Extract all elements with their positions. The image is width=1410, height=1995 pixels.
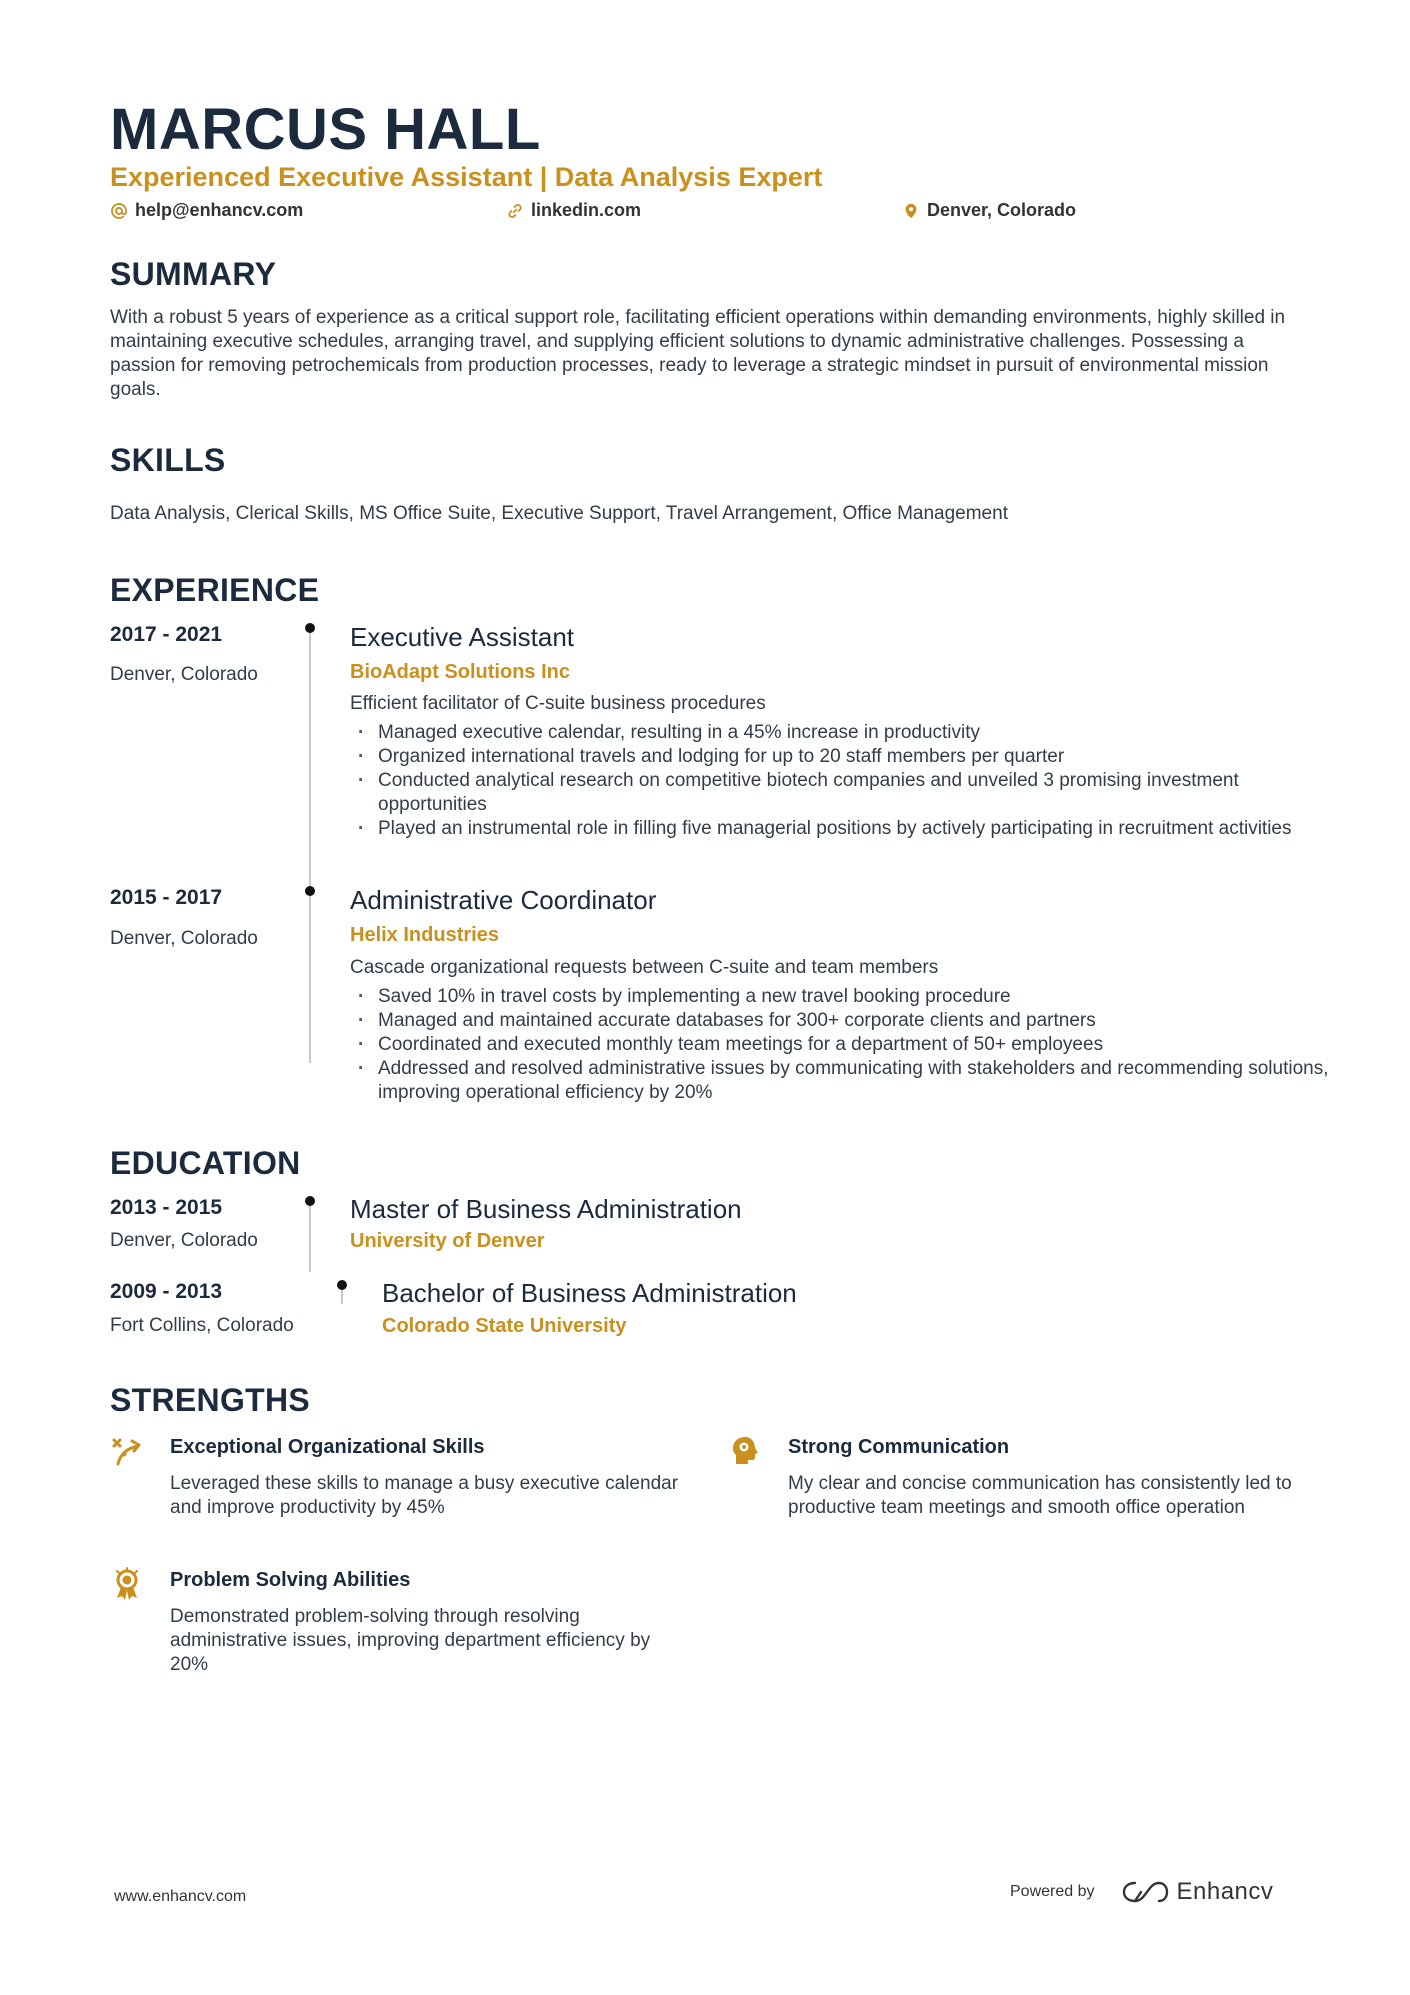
strength-title: Exceptional Organizational Skills <box>170 1436 485 1458</box>
education-location: Fort Collins, Colorado <box>110 1315 294 1336</box>
timeline-dot <box>305 1196 315 1206</box>
map-pin-icon <box>902 202 920 220</box>
summary-text: With a robust 5 years of experience as a critical support role, facilitating efficient operations within demanding environments, highly skilled in maintaining executive schedules, arranging travel, and supplying efficient solutions to dynamic administrative challenges. Possessing a passion for removing petrochemicals from production processes, ready to leverage a strategic mindset in pursuit of environmental mission goals. <box>110 307 1286 400</box>
skills-heading: SKILLS <box>110 442 226 478</box>
location-text: Denver, Colorado <box>927 200 1077 220</box>
experience-heading: EXPERIENCE <box>110 572 320 608</box>
experience-role: Executive Assistant <box>350 622 574 652</box>
enhancv-logo-icon <box>1121 1879 1169 1905</box>
bullet-item: · Managed and maintained accurate databases for 300+ corporate clients and partners <box>350 1009 1350 1033</box>
bullet-item: · Organized international travels and lodging for up to 20 staff members per quarter <box>350 745 1350 769</box>
bullet-item: · Coordinated and executed monthly team meetings for a department of 50+ employees <box>350 1033 1350 1057</box>
award-icon <box>110 1567 144 1601</box>
experience-company: BioAdapt Solutions Inc <box>350 661 570 683</box>
strength-text: Demonstrated problem-solving through resolving administrative issues, improving department efficiency by 20% <box>170 1606 651 1675</box>
education-dates: 2009 - 2013 <box>110 1280 223 1303</box>
education-location: Denver, Colorado <box>110 1230 258 1251</box>
experience-description: Cascade organizational requests between C-suite and team members <box>350 957 939 978</box>
education-school: Colorado State University <box>382 1315 627 1337</box>
link-icon <box>506 202 524 220</box>
footer-website[interactable]: www.enhancv.com <box>114 1888 247 1905</box>
timeline-dot <box>305 886 315 896</box>
education-degree: Bachelor of Business Administration <box>382 1278 797 1308</box>
education-heading: EDUCATION <box>110 1145 301 1181</box>
candidate-name: MARCUS HALL <box>110 97 541 162</box>
contact-location <box>902 200 1076 221</box>
strength-title: Problem Solving Abilities <box>170 1569 411 1591</box>
education-timeline-line <box>309 1200 311 1272</box>
skills-text: Data Analysis, Clerical Skills, MS Office Suite, Executive Support, Travel Arrangement, Office Management <box>110 503 1008 524</box>
footer-powered-by <box>1010 1878 1273 1906</box>
summary-heading: SUMMARY <box>110 256 277 292</box>
education-dates: 2013 - 2015 <box>110 1196 223 1219</box>
bullet-item: · Conducted analytical research on competitive biotech companies and unveiled 3 promising investment opportunities <box>350 769 1350 817</box>
education-degree: Master of Business Administration <box>350 1194 742 1224</box>
timeline-dot <box>305 623 315 633</box>
experience-bullets <box>350 985 1350 1105</box>
timeline-dot <box>337 1280 347 1290</box>
strengths-heading: STRENGTHS <box>110 1382 311 1418</box>
linkedin-text: linkedin.com <box>531 200 642 220</box>
strength-text: My clear and concise communication has consistently led to productive team meetings and smooth office operation <box>788 1473 1292 1518</box>
experience-role: Administrative Coordinator <box>350 885 657 915</box>
experience-dates: 2017 - 2021 <box>110 623 223 646</box>
bullet-item: · Managed executive calendar, resulting in a 45% increase in productivity <box>350 721 1350 745</box>
education-school: University of Denver <box>350 1230 545 1252</box>
head-brain-icon <box>728 1434 762 1468</box>
bullet-item: · Played an instrumental role in filling five managerial positions by actively participating in recruitment activities <box>350 817 1350 841</box>
strength-title: Strong Communication <box>788 1436 1010 1458</box>
bullet-item: · Saved 10% in travel costs by implementing a new travel booking procedure <box>350 985 1350 1009</box>
bullet-item: · Addressed and resolved administrative issues by communicating with stakeholders and recommending solutions, improving operational efficiency by 20% <box>350 1057 1350 1105</box>
powered-by-label: Powered by <box>1010 1883 1095 1900</box>
at-sign-icon <box>110 202 128 220</box>
experience-company: Helix Industries <box>350 924 499 946</box>
experience-location: Denver, Colorado <box>110 664 258 685</box>
contact-email[interactable] <box>110 200 303 221</box>
experience-description: Efficient facilitator of C-suite business procedures <box>350 693 766 714</box>
contact-linkedin[interactable] <box>506 200 641 221</box>
contact-row <box>110 200 1310 226</box>
candidate-headline: Experienced Executive Assistant | Data Analysis Expert <box>110 162 823 192</box>
experience-bullets <box>350 721 1350 841</box>
email-text: help@enhancv.com <box>135 200 304 220</box>
experience-timeline-line <box>309 628 311 1063</box>
brand-name: Enhancv <box>1176 1878 1274 1905</box>
strength-text: Leveraged these skills to manage a busy executive calendar and improve productivity by 45% <box>170 1473 679 1518</box>
strategy-icon <box>110 1434 144 1468</box>
experience-dates: 2015 - 2017 <box>110 886 223 909</box>
experience-location: Denver, Colorado <box>110 928 258 949</box>
